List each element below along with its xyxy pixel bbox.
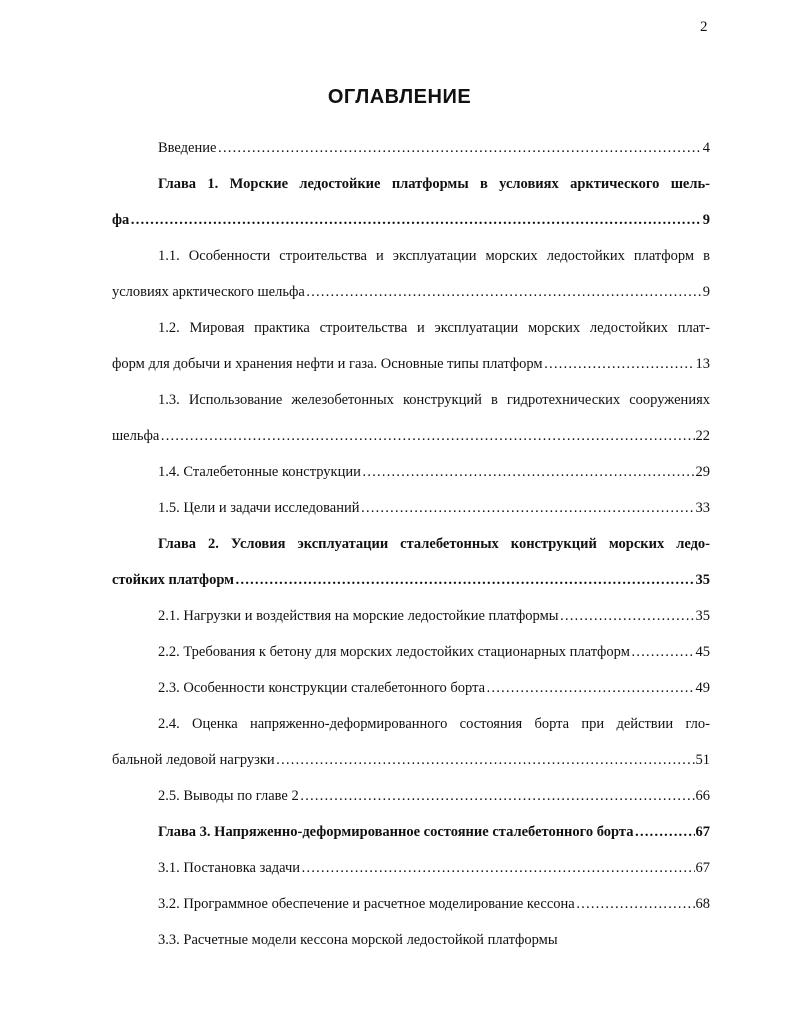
toc-entry-text: условиях арктического шельфа	[112, 284, 305, 300]
toc-entry-line	[112, 742, 710, 778]
toc-dot-leader	[544, 346, 695, 382]
toc-entry-text: бальной ледовой нагрузки	[112, 752, 275, 768]
toc-dot-leader	[576, 886, 695, 922]
toc-entry-text: 3.1. Постановка задачи	[158, 860, 301, 876]
toc-page-number: 13	[695, 356, 710, 372]
toc-entry	[112, 382, 710, 454]
toc-page-number: 68	[695, 896, 710, 912]
toc-entry	[112, 778, 710, 814]
toc-entry-line	[112, 454, 710, 490]
toc-dot-leader	[130, 202, 701, 238]
toc-entry-text: 1.2. Мировая практика строительства и эксплуатации морских ледостойких плат-	[158, 320, 710, 336]
page-title: ОГЛАВЛЕНИЕ	[327, 86, 472, 108]
toc-entry-line	[112, 274, 710, 310]
toc-entry-line	[112, 886, 710, 922]
toc-dot-leader	[300, 778, 695, 814]
toc-entry-text: 1.1. Особенности строительства и эксплуатации морских ледостойких платформ в	[158, 248, 710, 264]
toc-page-number: 22	[695, 428, 710, 444]
toc-entry	[112, 670, 710, 706]
toc-dot-leader	[486, 670, 694, 706]
toc-entry-line	[112, 130, 710, 166]
toc-page-number: 67	[695, 860, 710, 876]
toc-page-number: 66	[695, 788, 710, 804]
toc-entry-line	[112, 346, 710, 382]
toc-page-number: 49	[695, 680, 710, 696]
toc-entry-line	[112, 418, 710, 454]
toc-entry-line	[112, 238, 710, 274]
toc-entry	[112, 454, 710, 490]
toc-entry-line	[112, 202, 710, 238]
toc-entry	[112, 310, 710, 382]
toc-entry-text: Глава 3. Напряженно-деформированное состояние сталебетонного борта	[158, 824, 634, 840]
toc-entry-line	[112, 922, 710, 958]
toc-entry	[112, 526, 710, 598]
toc-entry-text: 2.4. Оценка напряженно-деформированного состояния борта при действии гло-	[158, 716, 710, 732]
toc-page-number: 35	[695, 608, 710, 624]
toc-entry-line	[112, 166, 710, 202]
toc-entry-text: 2.5. Выводы по главе 2	[158, 788, 299, 804]
toc-dot-leader	[217, 130, 701, 166]
toc-entry-text: 1.5. Цели и задачи исследований	[158, 500, 360, 516]
toc-dot-leader	[362, 454, 695, 490]
toc-dot-leader	[301, 850, 694, 886]
toc-entry-line	[112, 634, 710, 670]
toc-entry-text: 3.2. Программное обеспечение и расчетное моделирование кессона	[158, 896, 575, 912]
toc-entry	[112, 814, 710, 850]
toc-entry-line	[112, 670, 710, 706]
toc-entry-text: форм для добычи и хранения нефти и газа. Основные типы платформ	[112, 356, 543, 372]
toc-dot-leader	[360, 490, 694, 526]
toc-entry-text: 2.2. Требования к бетону для морских ледостойких стационарных платформ	[158, 644, 630, 660]
toc-entry-line	[112, 562, 710, 598]
toc-page-number: 51	[695, 752, 710, 768]
toc-page-number: 67	[695, 824, 710, 840]
toc-dot-leader	[276, 742, 695, 778]
toc-entry-text: стойких платформ	[112, 572, 235, 588]
toc-page-number: 45	[695, 644, 710, 660]
toc-page-number: 9	[702, 284, 710, 300]
toc-entry-line	[112, 706, 710, 742]
toc-dot-leader	[560, 598, 695, 634]
toc-entry	[112, 166, 710, 238]
toc-entry	[112, 634, 710, 670]
toc-entry	[112, 706, 710, 778]
table-of-contents	[112, 130, 710, 958]
toc-entry	[112, 598, 710, 634]
toc-entry-text: Глава 2. Условия эксплуатации сталебетонных конструкций морских ледо-	[158, 536, 710, 552]
toc-entry-text: шельфа	[112, 428, 160, 444]
toc-entry-line	[112, 850, 710, 886]
toc-entry-line	[112, 490, 710, 526]
toc-entry-text: 3.3. Расчетные модели кессона морской ледостойкой платформы	[158, 932, 558, 948]
toc-entry-text: Глава 1. Морские ледостойкие платформы в условиях арктического шель-	[158, 176, 710, 192]
toc-entry-line	[112, 382, 710, 418]
toc-entry	[112, 922, 710, 958]
toc-entry-line	[112, 310, 710, 346]
toc-entry-text: 2.1. Нагрузки и воздействия на морские ледостойкие платформы	[158, 608, 559, 624]
toc-page-number: 35	[695, 572, 710, 588]
toc-page-number: 29	[695, 464, 710, 480]
toc-dot-leader	[235, 562, 694, 598]
toc-entry-line	[112, 598, 710, 634]
toc-entry-text: 1.3. Использование железобетонных конструкций в гидротехнических сооружениях	[158, 392, 710, 408]
toc-entry-text: фа	[112, 212, 130, 228]
toc-entry	[112, 850, 710, 886]
toc-dot-leader	[306, 274, 702, 310]
page-number: 2	[700, 19, 708, 35]
toc-entry	[112, 238, 710, 310]
toc-entry-text: Введение	[158, 140, 217, 156]
toc-page-number: 33	[695, 500, 710, 516]
toc-entry-line	[112, 778, 710, 814]
toc-dot-leader	[631, 634, 695, 670]
toc-entry-line	[112, 526, 710, 562]
toc-dot-leader	[634, 814, 694, 850]
toc-dot-leader	[160, 418, 694, 454]
toc-entry-text: 1.4. Сталебетонные конструкции	[158, 464, 361, 480]
toc-entry	[112, 490, 710, 526]
toc-entry-line	[112, 814, 710, 850]
toc-entry-text: 2.3. Особенности конструкции сталебетонного борта	[158, 680, 486, 696]
toc-page-number: 9	[702, 212, 710, 228]
toc-page-number: 4	[702, 140, 710, 156]
toc-entry	[112, 130, 710, 166]
toc-entry	[112, 886, 710, 922]
